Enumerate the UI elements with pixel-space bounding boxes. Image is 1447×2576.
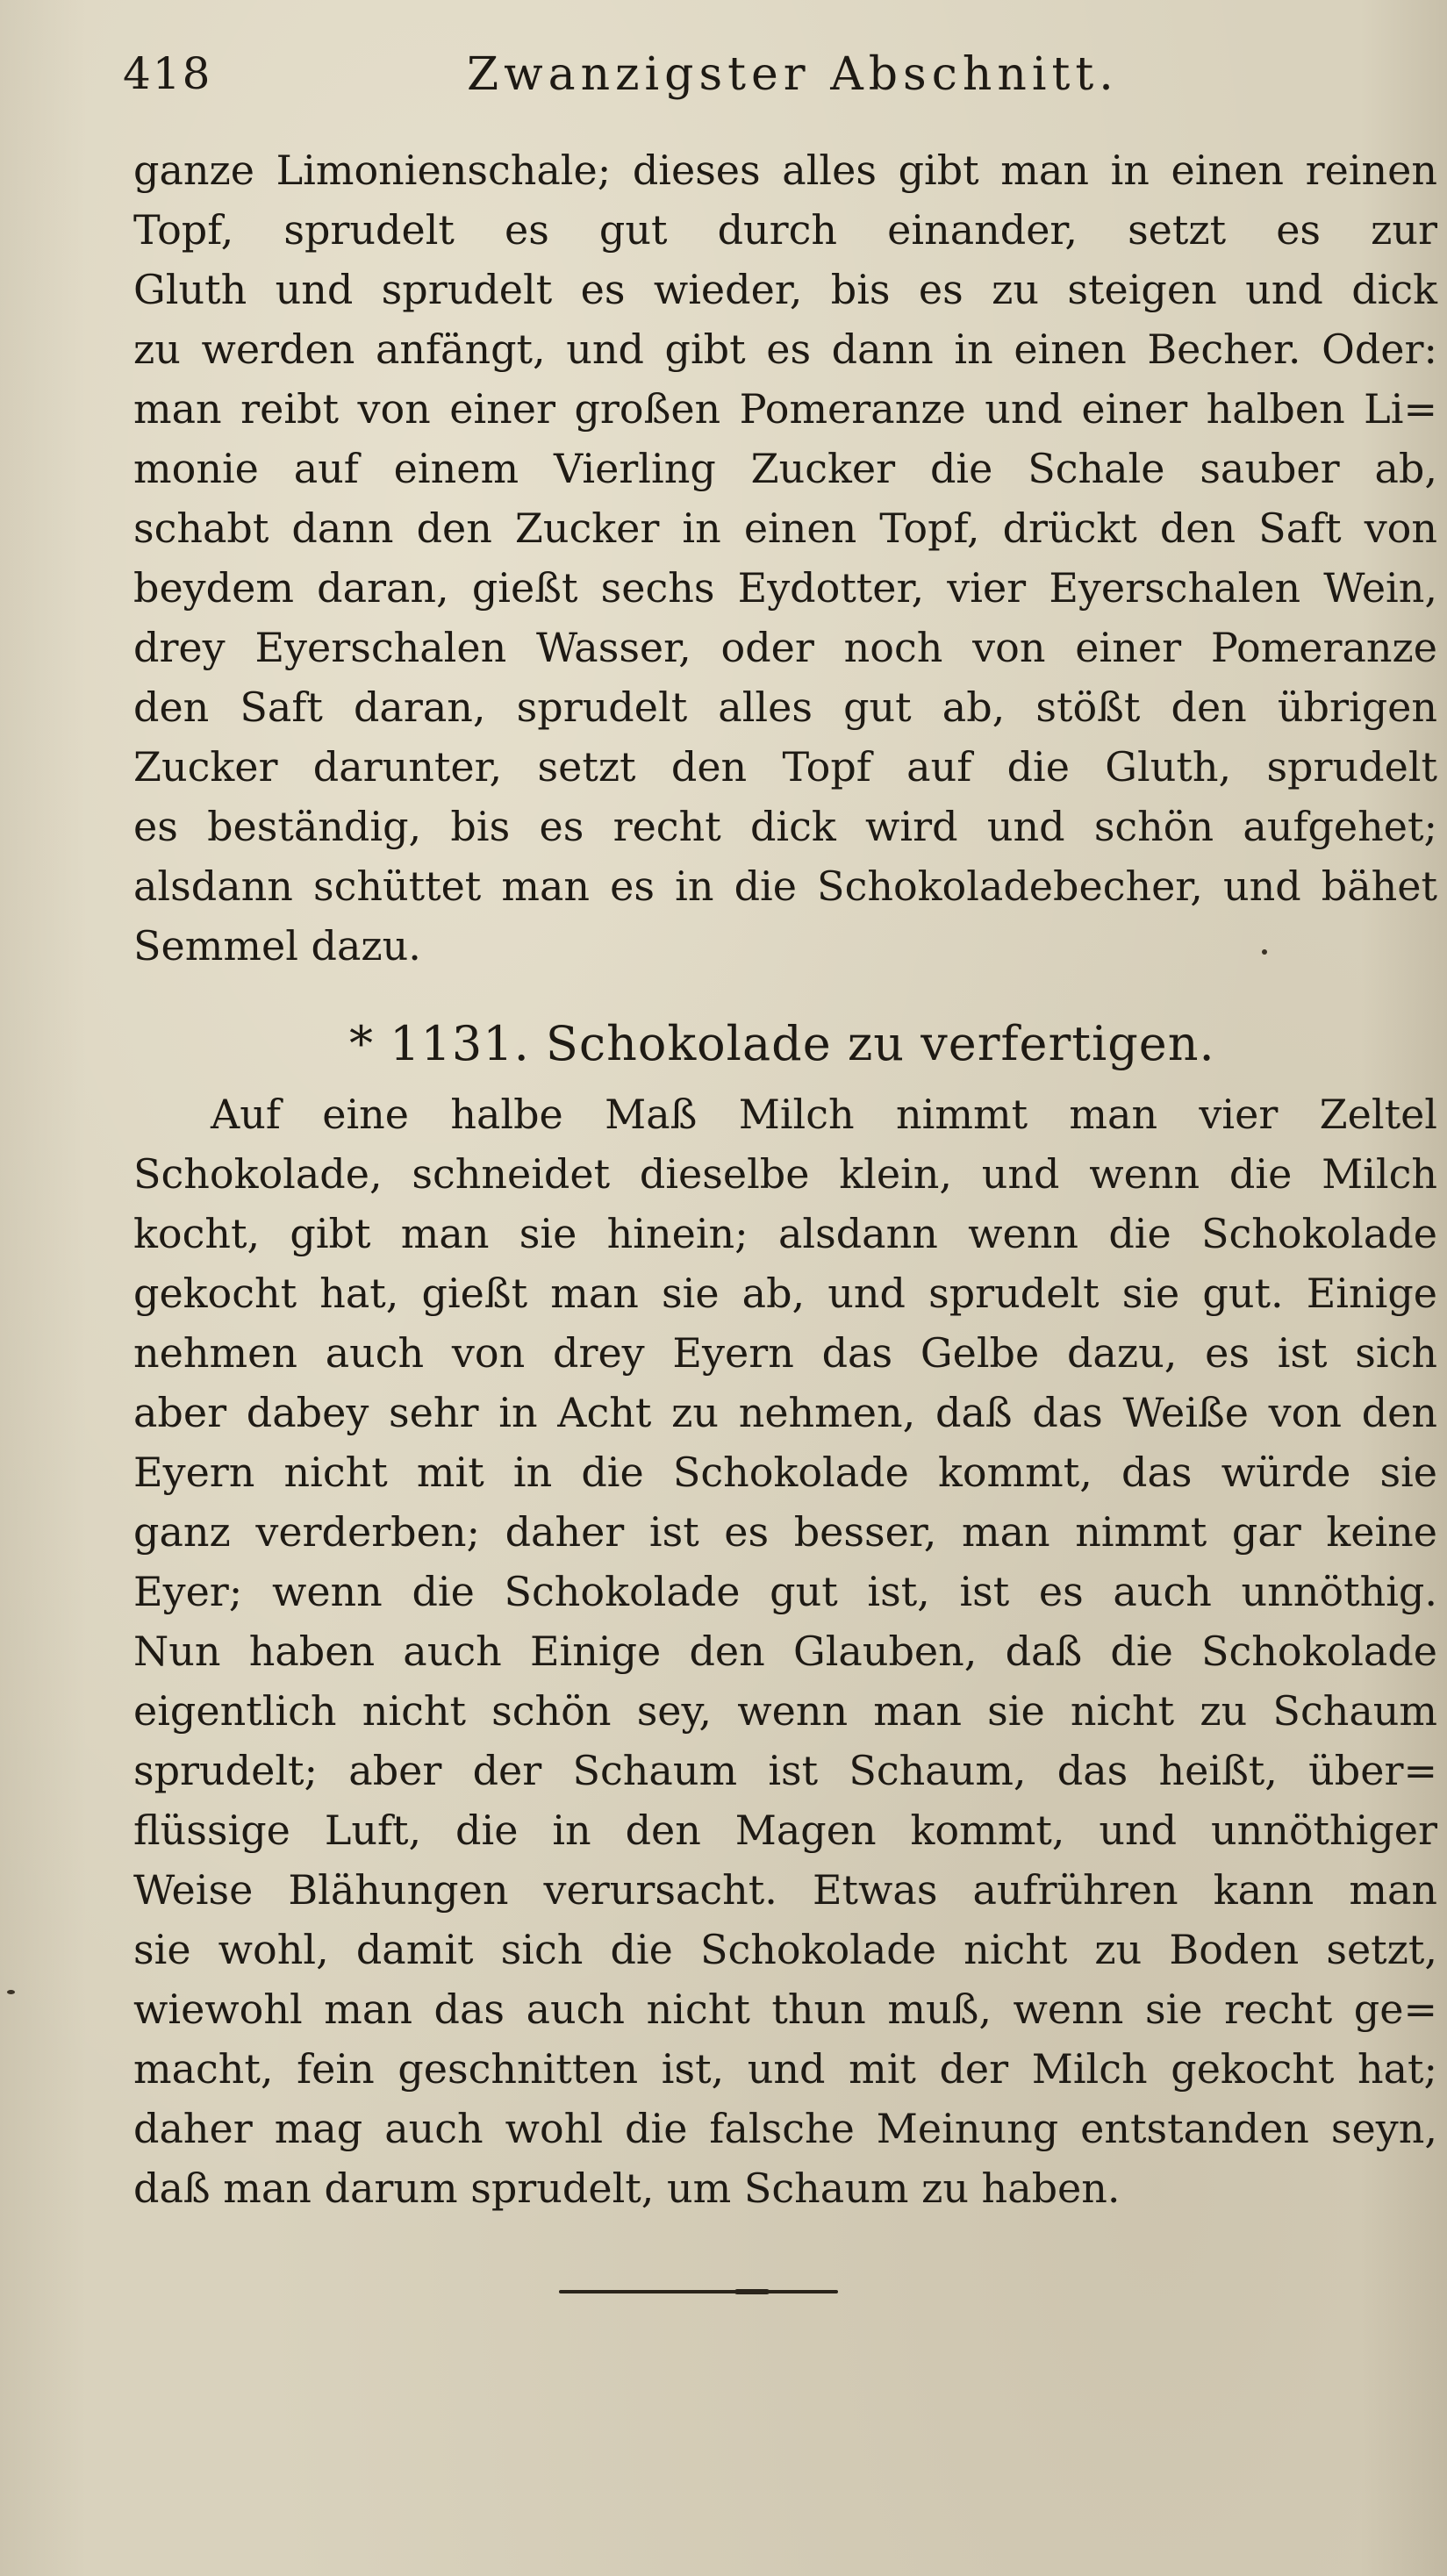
text-line: Semmel dazu. bbox=[133, 922, 421, 970]
page-number: 418 bbox=[123, 48, 212, 99]
text-line: Nun haben auch Einige den Glauben, daß die Schokolade bbox=[133, 1628, 1437, 1675]
text-line: sie wohl, damit sich die Schokolade nicht zu Boden setzt, bbox=[133, 1926, 1437, 1973]
ink-speck bbox=[7, 1990, 15, 1994]
text-line: ganz verderben; daher ist es besser, man nimmt gar keine bbox=[133, 1508, 1437, 1556]
text-line: monie auf einem Vierling Zucker die Schale sauber ab, bbox=[133, 445, 1437, 492]
text-line: Gluth und sprudelt es wieder, bis es zu steigen und dick bbox=[133, 266, 1437, 313]
text-line: flüssige Luft, die in den Magen kommt, und unnöthiger bbox=[133, 1807, 1437, 1854]
text-line: ganze Limonienschale; dieses alles gibt man in einen reinen bbox=[133, 147, 1437, 194]
text-line: es beständig, bis es recht dick wird und schön aufgehet; bbox=[133, 803, 1437, 850]
text-line: daß man darum sprudelt, um Schaum zu haben. bbox=[133, 2165, 1121, 2212]
text-line: nehmen auch von drey Eyern das Gelbe dazu, es ist sich bbox=[133, 1329, 1437, 1377]
text-line: Schokolade, schneidet dieselbe klein, und wenn die Milch bbox=[133, 1150, 1437, 1198]
ink-speck bbox=[1262, 949, 1267, 955]
text-line: alsdann schüttet man es in die Schokoladebecher, und bähet bbox=[133, 862, 1437, 910]
text-line: schabt dann den Zucker in einen Topf, drückt den Saft von bbox=[133, 504, 1437, 552]
text-line: Eyern nicht mit in die Schokolade kommt, das würde sie bbox=[133, 1449, 1437, 1496]
text-line: beydem daran, gießt sechs Eydotter, vier Eyerschalen Wein, bbox=[133, 564, 1437, 612]
text-line: man reibt von einer großen Pomeranze und einer halben Li= bbox=[133, 385, 1437, 433]
text-line: Auf eine halbe Maß Milch nimmt man vier Zeltel bbox=[211, 1091, 1437, 1138]
page-header bbox=[123, 48, 1422, 118]
text-line: Zucker darunter, setzt den Topf auf die Gluth, sprudelt bbox=[133, 743, 1437, 791]
text-line: daher mag auch wohl die falsche Meinung entstanden seyn, bbox=[133, 2105, 1437, 2152]
running-head: Zwanzigster Abschnitt. bbox=[467, 48, 1119, 101]
text-line: gekocht hat, gießt man sie ab, und sprudelt sie gut. Einige bbox=[133, 1270, 1437, 1317]
text-line: Topf, sprudelt es gut durch einander, setzt es zur bbox=[133, 206, 1437, 254]
text-line: kocht, gibt man sie hinein; alsdann wenn die Schokolade bbox=[133, 1210, 1437, 1257]
paragraph-recipe bbox=[133, 1084, 1437, 2218]
text-line: wiewohl man das auch nicht thun muß, wenn sie recht ge= bbox=[133, 1986, 1437, 2033]
text-line: aber dabey sehr in Acht zu nehmen, daß das Weiße von den bbox=[133, 1389, 1437, 1436]
section-heading: * 1131. Schokolade zu verfertigen. bbox=[349, 1016, 1215, 1071]
text-line: drey Eyerschalen Wasser, oder noch von einer Pomeranze bbox=[133, 624, 1437, 671]
text-line: zu werden anfängt, und gibt es dann in einen Becher. Oder: bbox=[133, 326, 1437, 373]
paragraph-continued bbox=[133, 140, 1437, 976]
text-line: eigentlich nicht schön sey, wenn man sie nicht zu Schaum bbox=[133, 1687, 1437, 1735]
text-line: den Saft daran, sprudelt alles gut ab, stößt den übrigen bbox=[133, 683, 1437, 731]
text-line: Weise Blähungen verursacht. Etwas aufrühren kann man bbox=[133, 1866, 1437, 1914]
text-line: macht, fein geschnitten ist, und mit der Milch gekocht hat; bbox=[133, 2045, 1437, 2093]
text-line: sprudelt; aber der Schaum ist Schaum, das heißt, über= bbox=[133, 1747, 1437, 1794]
end-rule bbox=[559, 2290, 838, 2293]
text-line: Eyer; wenn die Schokolade gut ist, ist es auch unnöthig. bbox=[133, 1568, 1437, 1615]
